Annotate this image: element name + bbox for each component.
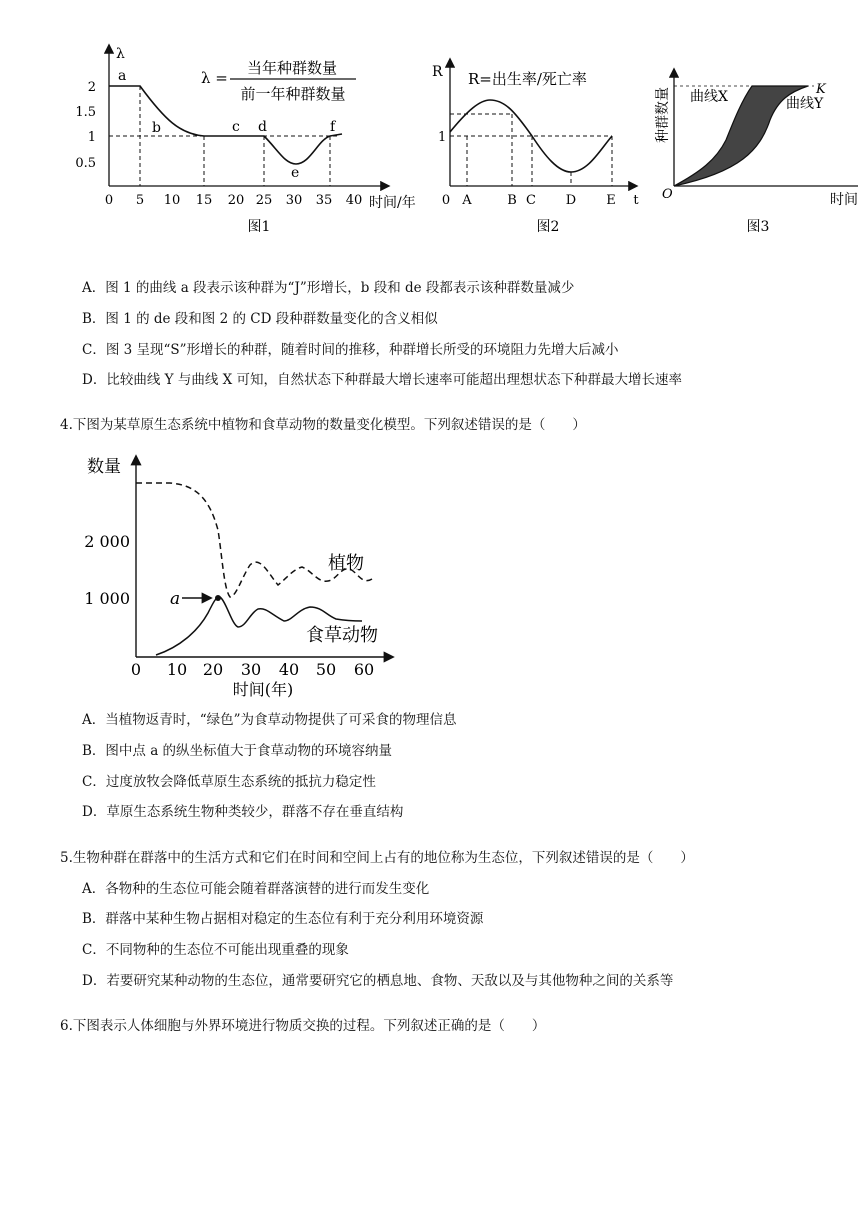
q6-stem: 6.下图表示人体细胞与外界环境进行物质交换的过程。下列叙述正确的是（ ） bbox=[60, 1018, 546, 1034]
fig1-x-tick: 10 bbox=[163, 193, 181, 208]
q5-option-c: C．不同物种的生态位不可能出现重叠的现象 bbox=[82, 942, 349, 958]
fig1-x-tick: 0 bbox=[104, 193, 114, 208]
q4-x-tick: 20 bbox=[202, 660, 224, 679]
fig1-x-tick: 30 bbox=[285, 193, 303, 208]
q4-option-d: D．草原生态系统生物种类较少，群落不存在垂直结构 bbox=[82, 804, 404, 820]
fig3-k-label: K bbox=[816, 82, 826, 97]
q4-y-tick: 1 000 bbox=[84, 589, 130, 608]
fig2-x-tick: A bbox=[462, 193, 472, 208]
fig3-x-axis-label: 时间 bbox=[830, 192, 858, 208]
q3-option-d: D．比较曲线 Y 与曲线 X 可知，自然状态下种群最大增长速率可能超出理想状态下种群最大增长速率 bbox=[82, 372, 683, 388]
fig3-caption: 图3 bbox=[746, 219, 770, 235]
q4-chart bbox=[70, 445, 410, 705]
fig1-point-label: e bbox=[291, 165, 300, 181]
q5-option-d: D．若要研究某种动物的生态位，通常要研究它的栖息地、食物、天敌以及与其他物种之间的关系等 bbox=[82, 973, 674, 989]
fig2-x-tick: D bbox=[565, 193, 577, 208]
q4-option-b: B．图中点 a 的纵坐标值大于食草动物的环境容纳量 bbox=[82, 743, 393, 759]
fig1-x-tick: 5 bbox=[135, 193, 145, 208]
fig3-curve-x-label: 曲线X bbox=[690, 89, 728, 105]
fig1-point-label: f bbox=[330, 119, 336, 135]
fig2-x-tick: E bbox=[606, 193, 616, 208]
q4-x-tick: 10 bbox=[166, 660, 188, 679]
figure-1 bbox=[75, 46, 415, 235]
fig1-formula-numerator: 当年种群数量 bbox=[246, 59, 338, 77]
fig2-caption: 图2 bbox=[536, 219, 560, 235]
fig1-caption: 图1 bbox=[247, 219, 271, 235]
fig1-y-axis-label: λ bbox=[116, 46, 125, 62]
q4-x-tick: 30 bbox=[240, 660, 262, 679]
fig1-point-label: b bbox=[152, 120, 161, 136]
fig2-x-tick: B bbox=[507, 193, 517, 208]
fig1-point-label: c bbox=[232, 119, 240, 135]
q3-option-b: B．图 1 的 de 段和图 2 的 CD 段种群数量变化的含义相似 bbox=[82, 311, 438, 327]
fig1-point-label: a bbox=[118, 68, 127, 84]
fig1-x-tick: 25 bbox=[255, 193, 273, 208]
q4-stem: 4.下图为某草原生态系统中植物和食草动物的数量变化模型。下列叙述错误的是（ ） bbox=[60, 417, 586, 433]
q4-plant-curve bbox=[136, 483, 372, 597]
q4-x-tick: 50 bbox=[315, 660, 337, 679]
fig1-formula-denominator: 前一年种群数量 bbox=[240, 85, 346, 103]
q4-x-tick: 60 bbox=[353, 660, 375, 679]
fig2-formula: R=出生率/死亡率 bbox=[468, 70, 587, 88]
q4-x-tick: 40 bbox=[278, 660, 300, 679]
q4-point-a bbox=[215, 595, 221, 601]
fig3-origin-label: O bbox=[662, 187, 673, 202]
fig2-y-tick: 1 bbox=[438, 130, 447, 145]
figure-2 bbox=[432, 60, 639, 235]
fig3-curve-y-label: 曲线Y bbox=[786, 96, 824, 112]
fig1-x-tick: 15 bbox=[195, 193, 213, 208]
fig1-x-tick: 40 bbox=[345, 193, 363, 208]
fig3-y-axis-label: 种群数量 bbox=[655, 87, 671, 143]
fig1-formula-lhs: λ = bbox=[201, 69, 228, 87]
fig2-x-tick: 0 bbox=[441, 193, 451, 208]
q5-stem: 5.生物种群在群落中的生活方式和它们在时间和空间上占有的地位称为生态位，下列叙述错误的是（ ） bbox=[60, 850, 694, 866]
q3-option-a: A．图 1 的曲线 a 段表示该种群为“J”形增长，b 段和 de 段都表示该种群数量减少 bbox=[82, 280, 575, 296]
q4-option-a: A．当植物返青时，“绿色”为食草动物提供了可采食的物理信息 bbox=[82, 712, 457, 728]
fig1-y-tick: 2 bbox=[87, 80, 96, 95]
q4-x-axis-label: 时间(年) bbox=[232, 680, 294, 699]
fig2-y-axis-label: R bbox=[432, 64, 443, 80]
q3-option-c: C．图 3 呈现“S”形增长的种群，随着时间的推移，种群增长所受的环境阻力先增大后减小 bbox=[82, 342, 619, 358]
fig2-x-tick: t bbox=[633, 193, 639, 208]
q4-y-tick: 2 000 bbox=[84, 532, 130, 551]
fig1-y-tick: 0.5 bbox=[75, 156, 96, 171]
fig1-x-axis-label: 时间/年 bbox=[369, 195, 416, 211]
fig1-point-label: d bbox=[258, 119, 267, 135]
q4-herbivore-label: 食草动物 bbox=[306, 625, 378, 646]
q4-x-tick: 0 bbox=[130, 660, 142, 679]
fig1-x-tick: 20 bbox=[227, 193, 245, 208]
fig2-x-tick: C bbox=[526, 193, 536, 208]
q4-plant-label: 植物 bbox=[328, 553, 364, 574]
q4-option-c: C．过度放牧会降低草原生态系统的抵抗力稳定性 bbox=[82, 774, 376, 790]
q4-y-axis-label: 数量 bbox=[87, 457, 121, 477]
top-figures bbox=[0, 0, 860, 245]
fig1-y-tick: 1.5 bbox=[75, 105, 96, 120]
fig1-y-tick: 1 bbox=[87, 130, 96, 145]
figure-3 bbox=[654, 70, 858, 235]
q4-point-a-label: a bbox=[170, 589, 181, 609]
q5-option-a: A．各物种的生态位可能会随着群落演替的进行而发生变化 bbox=[82, 881, 430, 897]
fig1-x-tick: 35 bbox=[315, 193, 333, 208]
q5-option-b: B．群落中某种生物占据相对稳定的生态位有利于充分利用环境资源 bbox=[82, 911, 484, 927]
